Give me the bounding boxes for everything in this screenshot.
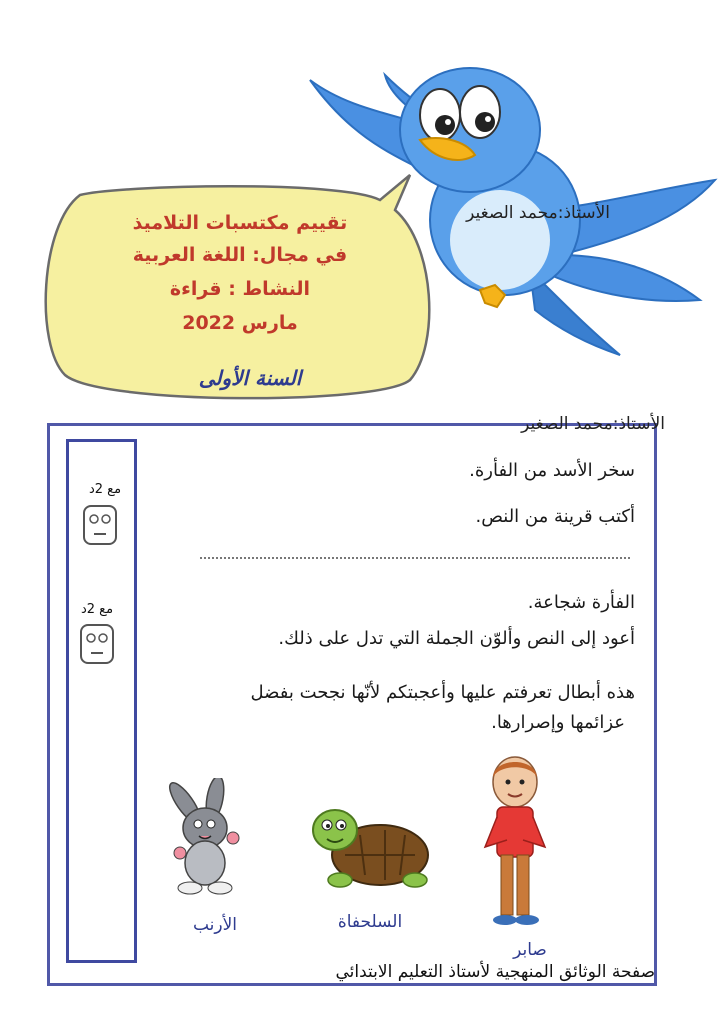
face-icon: [80, 624, 114, 664]
rabbit-caption: الأرنب: [192, 915, 238, 935]
boy-icon: [475, 752, 555, 932]
teacher-name-top: الأستاذ:محمد الصغير: [466, 203, 610, 223]
score-label: مع 2د: [88, 482, 122, 497]
face-icon: [83, 505, 117, 545]
turtle-caption: السلحفاة: [337, 912, 403, 932]
footer-text: صفحة الوثائق المنهجية لأستاذ التعليم الابتدائي: [335, 962, 655, 982]
boy-caption: صابر: [513, 940, 547, 960]
bubble-title-line3: النشاط : قراءة: [169, 278, 311, 300]
bubble-title-line4: مارس 2022: [182, 312, 298, 334]
q2-instruction: أعود إلى النص وألوّن الجملة التي تدل على ذلك.: [278, 628, 635, 649]
answer-line: [200, 557, 630, 559]
teacher-name-header: الأستاذ:محمد الصغير: [521, 414, 665, 434]
q2-statement: الفأرة شجاعة.: [527, 592, 635, 613]
grade-label: السنة الأولى: [198, 366, 302, 390]
q3-text-line2: عزائمها وإصرارها.: [491, 712, 625, 733]
q1-instruction: أكتب قرينة من النص.: [475, 506, 635, 527]
bubble-title-line1: تقييم مكتسبات التلاميذ: [132, 212, 348, 234]
rabbit-icon: [155, 778, 255, 898]
score-label: مع 2د: [80, 602, 114, 617]
turtle-icon: [305, 795, 435, 895]
q1-statement: سخر الأسد من الفأرة.: [469, 460, 635, 481]
q3-text-line1: هذه أبطال تعرفتم عليها وأعجبتكم لأنّها نجحت بفضل: [250, 682, 635, 703]
bubble-title-line2: في مجال: اللغة العربية: [132, 244, 348, 266]
